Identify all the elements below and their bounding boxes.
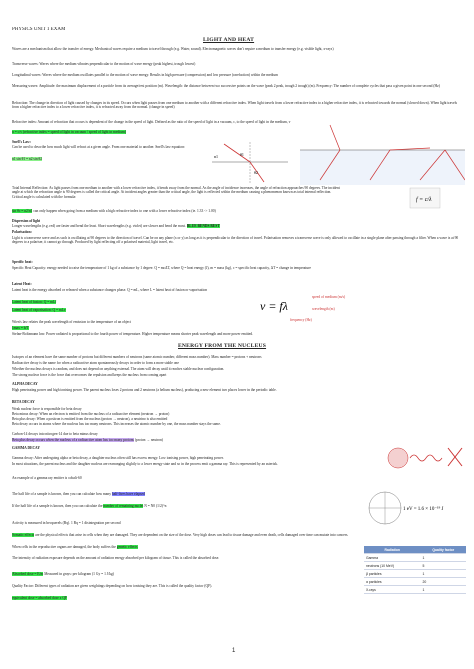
- stefan-boltzmann-text: Stefan-Boltzmann law: Power radiated is proportional to the fourth power of temperature. Higher temperature means shorter peak wavelength and more power emitted.: [12, 332, 253, 336]
- section-heading-energy-from-nucleus: ENERGY FROM THE NUCLEUS: [178, 343, 267, 349]
- table-cell: 20: [420, 578, 466, 586]
- strong-force-text: The strong nuclear force is the force that overcomes the repulsion and keeps the nucleus from coming apart: [12, 373, 167, 377]
- table-header-radiation: Radiation: [364, 546, 420, 554]
- activity-text: Activity is measured in becquerels (Bq). 1 Bq = 1 disintegration per second: [12, 521, 121, 525]
- dispersion-heading: Dispersion of light: [12, 219, 41, 223]
- table-cell: neutrons (10 MeV): [364, 562, 420, 570]
- table-header-row: [364, 546, 466, 554]
- formula-figure: [400, 186, 460, 226]
- transverse-waves-text: Transverse waves: Waves where the medium vibrates perpendicular to the motion of wave energy (peak highest, trough lowest): [12, 62, 196, 66]
- gamma-text-3: An example of a gamma ray emitter is cobalt-60: [12, 476, 82, 480]
- table-row: [364, 578, 466, 586]
- course-title: PHYSICS UNIT 1 EXAM: [12, 27, 66, 32]
- absorbed-dose-text: The intensity of radiation exposure depends on the amount of radiation energy absorbed per kilogram of tissue. This is called the absorbed dose.: [12, 556, 220, 560]
- somatic-effects-text: are the physical effects that arise in cells when they are damaged. They are dependent on the size of the dose. Very high doses can lead to tissue damage and even death, cells damaged over time can mutate into cancers.: [35, 533, 349, 537]
- ev-conversion-label: 1 eV = 1.6 × 10⁻¹⁹ J: [403, 507, 444, 512]
- latent-heat-heading: Latent Heat:: [12, 282, 32, 286]
- table-cell: Gamma: [364, 554, 420, 562]
- table-row: [364, 570, 466, 578]
- snell-law-equation: n1 sin θ1 = n2 sin θ2: [12, 157, 43, 161]
- blue-bends-best: BLUE BENDS BEST: [186, 224, 220, 228]
- table-header-quality-factor: Quality factor: [420, 546, 466, 554]
- snell-law-heading: Snell's Law:: [12, 140, 31, 144]
- table-row: [364, 562, 466, 570]
- table-cell: 1: [420, 570, 466, 578]
- radioactive-decay-text: Radioactive decay is the name for when a radioactive atom spontaneously decays in order to form a more stable one: [12, 361, 179, 365]
- energy-conversion-figure: [355, 486, 465, 536]
- waves-paragraph: Waves are a mechanism that allow the transfer of energy. Mechanical waves require a medium to travel through (e.g. Water, sound). Electromagnetic waves don't require a medium to transfer energy (e.g. visible light, x-rays): [12, 47, 334, 51]
- beta-text-4: Beta decay occurs in atoms where the nucleus has too many neutrons. This increases the atomic number by one, the mass number stays the same.: [12, 422, 221, 426]
- emission-text: Whether the nucleus decays is random, and does not depend on anything external. The atom will decay until it reaches stable nuclear configuration.: [12, 367, 225, 371]
- remaining-nuclei-highlight: number of remaining nuclei: [103, 504, 144, 508]
- latent-heat-text: Latent heat is the energy absorbed or released when a substance changes phase. Q = mL, where L = latent heat of fusion or vaporisation: [12, 288, 208, 292]
- theta1-label: θ1: [240, 152, 244, 157]
- n1-label: n1: [214, 154, 218, 159]
- dispersion-text: Longer wavelengths (e.g. red) are faster and bend the least. Short wavelengths (e.g. violet) are slower and bend the most.: [12, 224, 186, 228]
- table-cell: 1: [420, 554, 466, 562]
- isotope-text: Isotopes of an element have the same number of protons but different numbers of neutrons (same atomic number, different mass number). Mass number = protons + neutrons: [12, 355, 262, 359]
- beta-text-2: Beta minus decay: When an electron is emitted from the nucleus of a radioactive element (neutron → proton): [12, 412, 170, 416]
- page-number: 1: [232, 648, 236, 654]
- total-internal-reflection-diagram: [300, 120, 465, 185]
- svg-text:f = c/λ: f = c/λ: [416, 197, 432, 203]
- wave-speed-diagram: [250, 288, 360, 324]
- half-lives-highlight: half-lives have elapsed: [111, 492, 145, 496]
- specific-heat-heading: Specific heat:: [12, 260, 33, 264]
- absorbed-dose-units: Measured in grays: per kilogram (1 Gy = 1 J/kg): [44, 572, 114, 576]
- refraction-paragraph: Refraction: The change in direction of light caused by changes in its speed. Occurs when light passes from one medium to another with a different refractive index. When light travels from a lower refractive index to a higher refractive index, it is refracted towards the normal (slowed down). When light travels from a higher refractive index to a lower refractive index, it is refracted away from the normal. (change in speed): [12, 101, 458, 110]
- alpha-decay-heading: ALPHA DECAY: [12, 382, 38, 386]
- critical-angle-formula: sin θc = n2/n1: [12, 209, 33, 213]
- genetic-effects-highlight: genetic effects: [116, 545, 138, 549]
- gamma-text-2: In most situations, the parent nucleus and the daughter nucleus are rearranging slightly to a lower energy state and so in the process emit a gamma ray. This is represented by an asterisk.: [12, 462, 278, 466]
- svg-text:v = fλ: v = fλ: [260, 299, 288, 313]
- snell-law-text: Can be used to describe how much light will refract at a given angle. From one material to another. Snell's law equation:: [12, 145, 185, 149]
- beta-text-3: Beta plus decay: When a positron is emitted from the nucleus (proton → neutron), a neutrino is also emitted: [12, 417, 168, 421]
- quality-factor-text: Quality Factor: Different types of radiation are given weightings depending on how ionising they are. This is called the quality factor (QF).: [12, 584, 213, 588]
- specific-heat-text: Specific Heat Capacity: energy needed to raise the temperature of 1 kg of a substance by 1 degree. Q = mcΔT, where Q = heat energy (J), m = mass (kg), c = specific heat capacity, ΔT = change in temperature: [12, 266, 311, 270]
- table-cell: 1: [420, 586, 466, 594]
- gamma-emission-figure: [378, 436, 468, 476]
- latent-heat-fusion-formula: Latent heat of fusion: Q = mLf: [12, 300, 57, 304]
- quality-factor-table: [364, 546, 466, 594]
- frequency-label: frequency (Hz): [290, 318, 312, 322]
- table-cell: X-rays: [364, 586, 420, 594]
- equivalent-dose-formula: equivalent dose = absorbed dose x QF: [12, 596, 67, 600]
- measuring-waves-text: Measuring waves: Amplitude: the maximum displacement of a particle from its average/rest position (m). Wavelength: the distance between two successive points on the wave (peak 2 peak, trough 2 trough) (m). Frequency: The number of complete cycles that pass a given point in one second (Hz): [12, 84, 440, 88]
- wavelength-label: wavelength (m): [312, 307, 335, 311]
- beta-plus-highlight: Beta plus decay occurs when the nucleus of a radioactive atom has too many protons: [12, 438, 134, 442]
- speed-label: speed of medium (m/s): [312, 295, 346, 299]
- latent-heat-vaporisation-formula: Latent heat of vaporisation: Q = mLv: [12, 308, 66, 312]
- beta-plus-detail: (proton → neutron): [134, 438, 164, 442]
- tir-condition-text: can only happen when going from a medium with a high refractive index to one with a lower refractive index (ie. 1.33 -> 1.00): [33, 209, 216, 213]
- genetic-effects-text: When cells in the reproductive organs are damaged, the body suffers the: [12, 545, 116, 549]
- table-row: [364, 554, 466, 562]
- longitudinal-waves-text: Longitudinal waves: Waves where the medium oscillates parallel to the motion of wave energy. Results in high pressure (compression) and low pressure (rarefaction) within the medium: [12, 73, 279, 77]
- somatic-effects-highlight: Somatic effects: [12, 533, 35, 537]
- section-heading-light-and-heat: LIGHT AND HEAT: [203, 37, 255, 43]
- table-cell: β particles: [364, 570, 420, 578]
- half-life-formula: N = N0 (1/2)^n: [144, 504, 167, 508]
- table-row: [364, 586, 466, 594]
- beta-text-5: Carbon-14 decays into nitrogen-14 due to beta minus decay: [12, 432, 98, 436]
- alpha-decay-text: High penetrating power and high ionising power. The parent nucleus loses 2 protons and 2 neutrons (a helium nucleus), producing a new element two places lower in the periodic table.: [12, 388, 277, 392]
- polarisation-heading: Polarisation:: [12, 230, 32, 234]
- half-life-text: The half life of a sample is known, then you can calculate how many: [12, 492, 111, 496]
- absorbed-dose-formula: Absorbed dose = E/m: [12, 572, 44, 576]
- snell-law-diagram: [210, 140, 290, 185]
- table-cell: 5: [420, 562, 466, 570]
- gamma-decay-heading: GAMMA DECAY: [12, 446, 40, 450]
- table-cell: α particles: [364, 578, 420, 586]
- beta-text-1: Weak nuclear force is responsible for beta decay: [12, 407, 82, 411]
- half-life-text-2: If the half life of a sample is known, then you can calculate the: [12, 504, 103, 508]
- beta-decay-heading: BETA DECAY: [12, 400, 35, 404]
- gamma-text-1: Gamma decay: After undergoing alpha or beta decay, a daughter nucleus often still has excess energy. Low ionising power, high penetrating power.: [12, 456, 224, 460]
- wien-law-text: Wien's law relates the peak wavelength of emission to the temperature of an object: [12, 320, 131, 324]
- wien-law-formula: λmax = b/T: [12, 326, 29, 330]
- theta2-label: θ2: [254, 170, 258, 175]
- refractive-index-formula: n = c/v (refractive index = speed of light in vacuum / speed of light in medium): [12, 130, 127, 134]
- polarisation-text: Light is a transverse wave and as such is oscillating at 90 degrees to the direction of travel. Can be on any plane (x or y) as long as it is perpendicular to the direction of travel. Polarisation removes a transverse wave is only allowed to oscillate in a single plane after passing through a filter. When a wave is at 90 degrees to a polariser, it cannot go through. Produced by light reflecting off a polarised material, light travel, etc.: [12, 236, 459, 245]
- refractive-index-text: Refractive index: Amount of refraction that occurs is dependent of the change in the speed of light. Defined as the ratio of the speed of light in a vacuum, c, to the speed of light in the medium, v: [12, 120, 291, 124]
- total-internal-reflection-text: Total Internal Reflection: As light passes from one medium to another with a lower refractive index, it bends away from the normal. As the angle of incidence increases, the angle of refraction approaches 90 degrees. The incident angle at which the refraction angle is 90 degrees is called the critical angle. At incident angles greater than the critical angle, the light is reflected within the medium causing a phenomenon known as total internal reflection. Critical angle is calculated with the formula:: [12, 186, 340, 199]
